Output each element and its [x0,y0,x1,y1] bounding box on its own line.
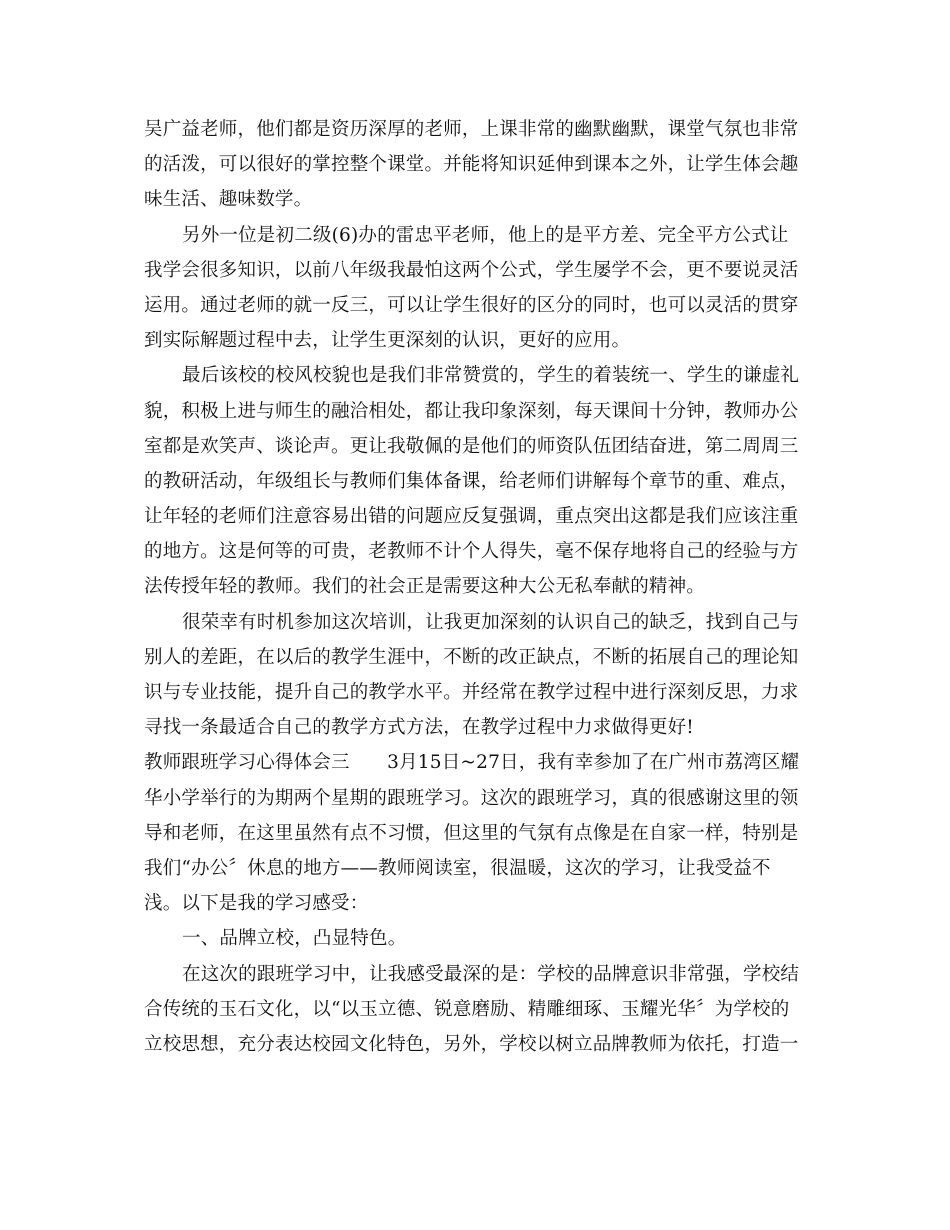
text-line: 运用。通过老师的就一反三，可以让学生很好的区分的同时，也可以灵活的贯穿 [144,294,799,316]
text-line: 别人的差距，在以后的教学生涯中，不断的改正缺点，不断的拓展自己的理论知 [144,646,799,668]
text-line: 到实际解题过程中去，让学生更深刻的认识，更好的应用。 [144,330,631,352]
text-line: 立校思想，充分表达校园文化特色，另外，学校以树立品牌教师为依托，打造一 [144,1033,799,1055]
text-line: 我们“办公〞休息的地方——教师阅读室，很温暖，这次的学习，让我受益不 [144,857,771,879]
text-line: 的活泼，可以很好的掌控整个课堂。并能将知识延伸到课本之外，让学生体会趣 [144,154,799,176]
text-line: 教师跟班学习心得体会三 3月15日~27日，我有幸参加了在广州市荔湾区耀 [144,752,800,774]
text-line: 味生活、趣味数学。 [144,189,313,211]
text-line: 让年轻的老师们注意容易出错的问题应反复强调，重点突出这都是我们应该注重 [144,506,799,528]
text-line: 貌，积极上进与师生的融洽相处，都让我印象深刻，每天课间十分钟，教师办公 [144,400,799,422]
text-line: 法传授年轻的教师。我们的社会正是需要这种大公无私奉献的精神。 [144,576,706,598]
text-line: 一、品牌立校，凸显特色。 [182,928,407,950]
document-body [144,112,809,1062]
text-line: 另外一位是初二级(6)办的雷忠平老师，他上的是平方差、完全平方公式让 [182,224,789,246]
text-line: 最后该校的校风校貌也是我们非常赞赏的，学生的着装统一、学生的谦虚礼 [182,365,800,387]
text-line: 我学会很多知识，以前八年级我最怕这两个公式，学生屡学不会，更不要说灵活 [144,259,799,281]
text-line: 室都是欢笑声、谈论声。更让我敬佩的是他们的师资队伍团结奋进，第二周周三 [144,435,799,457]
text-line: 寻找一条最适合自己的教学方式方法，在教学过程中力求做得更好! [144,717,694,739]
text-line: 识与专业技能，提升自己的教学水平。并经常在教学过程中进行深刻反思，力求 [144,682,799,703]
text-line: 浅。以下是我的学习感受： [144,893,369,915]
text-line: 导和老师，在这里虽然有点不习惯，但这里的气氛有点像是在自家一样，特别是 [144,822,799,844]
text-line: 合传统的玉石文化，以“以玉立德、锐意磨励、精雕细琢、玉耀光华〞为学校的 [144,998,790,1020]
text-line: 在这次的跟班学习中，让我感受最深的是：学校的品牌意识非常强，学校结 [182,963,800,985]
text-line: 的教研活动，年级组长与教师们集体备课，给老师们讲解每个章节的重、难点， [144,470,799,492]
text-line: 华小学举行的为期两个星期的跟班学习。这次的跟班学习，真的很感谢这里的领 [144,787,799,809]
text-line: 很荣幸有时机参加这次培训，让我更加深刻的认识自己的缺乏，找到自己与 [182,611,800,633]
text-line: 吴广益老师，他们都是资历深厚的老师，上课非常的幽默幽默，课堂气氛也非常 [144,119,799,140]
text-line: 的地方。这是何等的可贵，老教师不计个人得失，毫不保存地将自己的经验与方 [144,541,799,563]
